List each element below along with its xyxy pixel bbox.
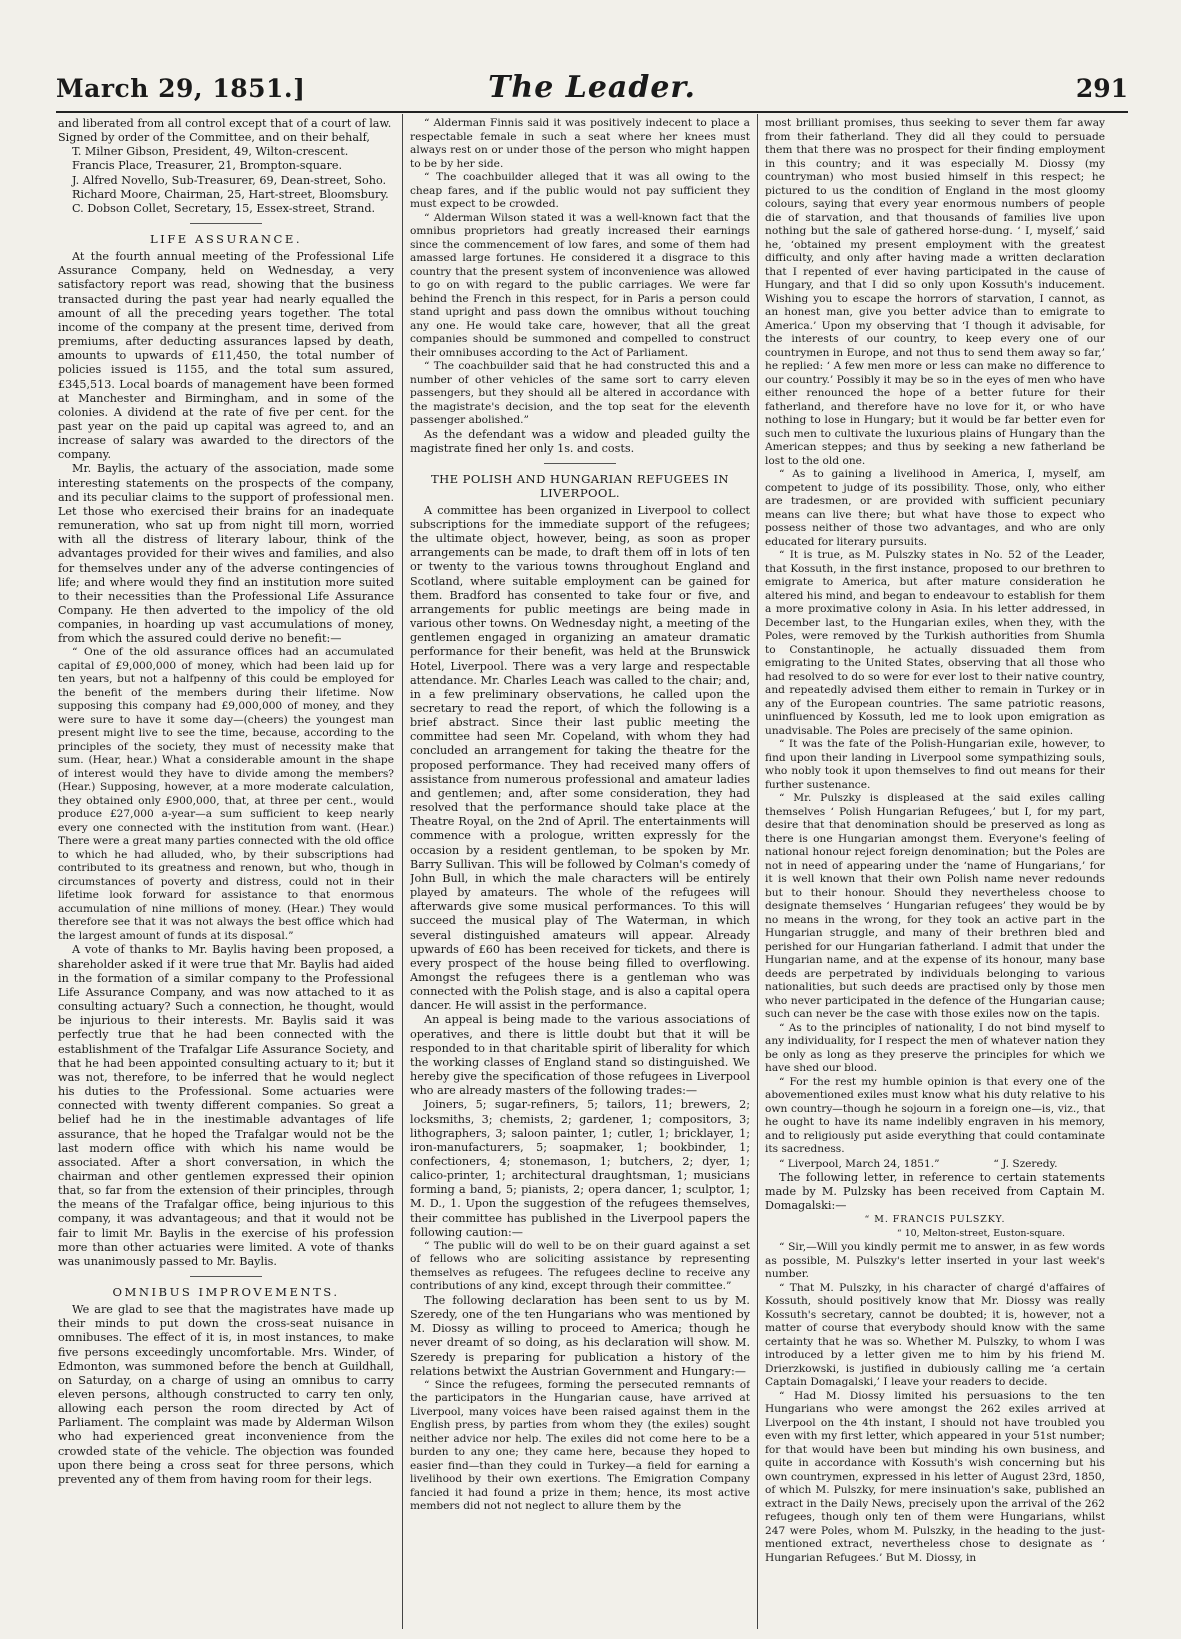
article-headline: OMNIBUS IMPROVEMENTS. (112, 1285, 340, 1300)
masthead (56, 70, 1128, 110)
article-paragraph: “ For the rest my humble opinion is that every one of the abovementioned exiles must know what his duty relative to his own country—though he sojourn in a foreign one—is, viz., that he ought to have its name indelibly engraven in his memory, and to religiously put aside everything that could contaminate its sacredness. (765, 1075, 1105, 1155)
column-1 (58, 117, 394, 1627)
article-paragraph: “ The coachbuilder alleged that it was all owing to the cheap fares, and if the public would not pay sufficient they must expect to be crowded. (410, 171, 750, 210)
article-paragraph: “ The coachbuilder said that he had constructed this and a number of other vehicles of the same sort to carry eleven passengers, but they should all be altered in accordance with the magistrate's decision, and the top seat for the eleventh passenger abolished.” (410, 360, 750, 426)
article-headline: LIFE ASSURANCE. (149, 232, 303, 247)
article-paragraph: most brilliant promises, thus seeking to sever them far away from their fatherland. They did all they could to persuade them that there was no prospect for their finding employment in this country; and it was especially M. Diossy (my countryman) who most busied himself in this respect; he pictured to us the condition of England in the most gloomy colours, saying that every year enormous numbers of people die of starvation, and that thousands of families live upon nothing but the sale of gathered horse-dung. ‘ I, myself,’ said he, ‘obtained my present employment with the greatest difficulty, and only after having made a written declaration that I repented of ever having participated in the cause of Hungary, and that I did so only upon Kossuth's inducement. Wishing you to escape the horrors of starvation, I cannot, as an honest man, give you better advice than to emigrate to America.’ Upon my observing that ‘I though it advisable, for the interests of our country, to keep every one of our countrymen in Europe, and not thus to send them away so far,’ he replied: ‘ A few men more or less can make no difference to our country.’ Possibly it may be so in the eyes of men who have either renounced the hope of a better future for their fatherland, and therefore have no love for it, or who have nothing to lose in Hungary; but it would be far better even for such men to cultivate the luxurious plains of Hungary than the American steppes; and thus by seeking a new fatherland be lost to the old one. (765, 117, 1105, 467)
article-paragraph: “ Mr. Pulszky is displeased at the said exiles calling themselves ‘ Polish Hungarian Refugees,’ but I, for my part, desire that that denomination should be preserved as long as there is one Hungarian amongst them. Everyone's feeling of national honour reject foreign denomination; but the Poles are not in need of appearing under the ‘name of Hungarians,’ for it is well known that their own Polish name never redounds but to their honour. Should they nevertheless choose to designate themselves ‘ Hungarian refugees’ they would be by no means in the wrong, for they took an active part in the Hungarian struggle, and many of their brethren bled and perished for our Hungarian fatherland. I admit that under the Hungarian name, and at the expense of its honour, many base deeds are perpetrated by individuals belonging to various nationalities, but such deeds are practised only by those men who never participated in the defence of the Hungarian cause; such can never be the case with those exiles now on the tapis. (765, 792, 1105, 1020)
article-paragraph: A committee has been organized in Liverpool to collect subscriptions for the immediate support of the refugees; the ultimate object, however, being, as soon as proper arrangements can be made, to draft them off in lots of ten or twenty to the various towns throughout England and Scotland, where suitable employment can be gained for them. Bradford has consented to take four or five, and arrangements for public meetings are being made in various other towns. On Wednesday night, a meeting of the gentlemen engaged in organizing an amateur dramatic performance for their benefit, was held at the Brunswick Hotel, Liverpool. There was a very large and respectable attendance. Mr. Charles Leach was called to the chair; and, in a few preliminary observations, he called upon the secretary to read the report, of which the following is a brief abstract. Since their last public meeting the committee had seen Mr. Copeland, with whom they had concluded an arrangement for taking the theatre for the proposed performance. They had received many offers of assistance from numerous professional and amateur ladies and gentlemen; and, after some consideration, they had resolved that the performance should take place at the Theatre Royal, on the 2nd of April. The entertainments will commence with a prologue, written expressly for the occasion by a resident gentleman, to be spoken by Mr. Barry Sullivan. This will be followed by Colman's comedy of John Bull, in which the male characters will be entirely played by amateurs. The whole of the refugees will afterwards give some musical performances. To this will succeed the musical play of The Waterman, in which several distinguished amateurs will appear. Already upwards of £60 has been received for tickets, and there is every prospect of the house being filled to overflowing. Amongst the refugees there is a gentleman who was connected with the Polish stage, and is also a capital opera dancer. He will assist in the performance. (410, 503, 750, 1013)
article-paragraph: and liberated from all control except that of a court of law. (58, 117, 392, 130)
article-paragraph: “ Had M. Diossy limited his persuasions to the ten Hungarians who were amongst the 262 exiles arrived at Liverpool on the 4th instant, I should not have troubled you even with my first letter, which appeared in your 51st number; for that would have been but minding his own business, and quite in accordance with Kossuth's wish concerning but his own countrymen, expressed in his letter of August 23rd, 1850, of which M. Pulszky, for mere insinuation's sake, published an extract in the Daily News, precisely upon the arrival of the 262 refugees, though only ten of them were Hungarians, whilst 247 were Poles, whom M. Pulszky, in the heading to the just-mentioned extract, nevertheless chose to designate as ‘ Hungarian Refugees.’ But M. Diossy, in (765, 1389, 1105, 1564)
section-divider (190, 223, 262, 224)
article-paragraph: Francis Place, Treasurer, 21, Brompton-square. (72, 159, 343, 173)
article-paragraph: “ Alderman Finnis said it was positively indecent to place a respectable female in such a seat where her knees must always rest on or under those of the person who might happen to be by her side. (410, 117, 750, 170)
article-paragraph: “ Sir,—Will you kindly permit me to answer, in as few words as possible, M. Pulszky's letter inserted in your last week's number. (765, 1241, 1105, 1281)
article-paragraph: An appeal is being made to the various associations of operatives, and there is little doubt but that it will be responded to in that charitable spirit of liberality for which the working classes of England stand so distinguished. We hereby give the specification of those refugees in Liverpool who are already masters of the following trades:— (410, 1013, 750, 1098)
article-paragraph: Joiners, 5; sugar-refiners, 5; tailors, 11; brewers, 2; locksmiths, 3; chemists, 2; gardener, 1; compositors, 3; lithographers, 3; saloon painter, 1; cutler, 1; bricklayer, 1; iron-manufacturers, 5; soapmaker, 1; bookbinder, 1; confectioners, 4; stonemason, 1; butchers, 2; dyer, 1; calico-printer, 1; architectural draughtsman, 1; musicians forming a band, 5; pianists, 2; opera dancer, 1; sculptor, 1; M. D., 1. Upon the suggestion of the refugees themselves, their committee has published in the Liverpool papers the following caution:— (410, 1098, 750, 1239)
column-3 (765, 117, 1105, 1627)
article-paragraph: A vote of thanks to Mr. Baylis having been proposed, a shareholder asked if it were true that Mr. Baylis had aided in the formation of a similar company to the Professional Life Assurance Company, and was now attached to it as consulting actuary? Such a connection, he thought, would be injurious to their interests. Mr. Baylis said it was perfectly true that he had been connected with the establishment of the Trafalgar Life Assurance Society, and that he had been appointed consulting actuary to it; but it was not, therefore, to be inferred that he would neglect his duties to the Professional. Some actuaries were connected with twenty different companies. So great a belief had he in the inestimable advantages of life assurance, that he hoped the Trafalgar would not be the last modern office with which his name would be associated. After a short conversation, in which the chairman and other gentlemen expressed their opinion that, so far from the extension of their principles, through the means of the Trafalgar office, being injurious to this company, it was advantageous; and that it would not be fair to limit Mr. Baylis in the exercise of his profession more than other actuaries were limited. A vote of thanks was unanimously passed to Mr. Baylis. (58, 943, 394, 1268)
article-paragraph: “ As to the principles of nationality, I do not bind myself to any individuality, for I respect the men of whatever nation they be only as long as they preserve the principles for which we have shed our blood. (765, 1021, 1105, 1074)
article-paragraph: T. Milner Gibson, President, 49, Wilton-crescent. (72, 145, 349, 159)
article-paragraph: “ Since the refugees, forming the persecuted remnants of the participators in the Hungarian cause, have arrived at Liverpool, many voices have been raised against them in the English press, by parties from whom they (the exiles) sought neither advice nor help. The exiles did not come here to be a burden to any one; they came here, because they hoped to easier find—than they could in Turkey—a field for earning a livelihood by their own exertions. The Emigration Company fancied it had found a prize in them; hence, its most active members did not not neglect to allure them by the (410, 1378, 750, 1513)
section-divider (190, 1276, 262, 1277)
letter-address: “ 10, Melton-street, Euston-square. (896, 1228, 1065, 1240)
article-paragraph: As the defendant was a widow and pleaded guilty the magistrate fined her only 1s. and costs. (410, 427, 750, 455)
newspaper-title: The Leader. (488, 70, 696, 105)
article-paragraph: We are glad to see that the magistrates have made up their minds to put down the cross-seat nuisance in omnibuses. The effect of it is, in most instances, to make five persons exceedingly uncomfortable. Mrs. Winder, of Edmonton, was summoned before the bench at Guildhall, on Saturday, on a charge of using an omnibus to carry eleven persons, although constructed to carry ten only, allowing each person the room directed by Act of Parliament. The complaint was made by Alderman Wilson who had experienced great inconvenience from the crowded state of the vehicle. The objection was founded upon there being a cross seat for three persons, which prevented any of them from having room for their legs. (58, 1303, 394, 1486)
article-paragraph: C. Dobson Collet, Secretary, 15, Essex-street, Strand. (72, 201, 376, 215)
article-headline: THE POLISH AND HUNGARIAN REFUGEES IN LIVERPOOL. (431, 471, 729, 500)
article-paragraph: “ As to gaining a livelihood in America, I, myself, am competent to judge of its possibility. Those, only, who either are tradesmen, or are provided with sufficient pecuniary means can live there; but what have those to expect who possess neither of those two advantages, and who are only educated for literary pursuits. (765, 468, 1105, 548)
column-divider (757, 114, 758, 1629)
issue-date: March 29, 1851.] (56, 74, 306, 103)
masthead-rule (56, 111, 1128, 113)
column-2 (410, 117, 750, 1627)
page-number: 291 (1075, 74, 1128, 103)
article-paragraph: Signed by order of the Committee, and on their behalf, (58, 131, 370, 145)
section-divider (544, 463, 616, 464)
article-paragraph: “ Alderman Wilson stated it was a well-known fact that the omnibus proprietors had greatly increased their earnings since the commencement of low fares, and some of them had amassed large fortunes. He considered it a disgrace to this country that the present system of inconvenience was allowed to go on with regard to the public carriages. We were far behind the French in this respect, for in Paris a person could stand upright and pass down the omnibus without touching any one. He would take care, however, that all the great companies should be summoned and compelled to construct their omnibuses according to the Act of Parliament. (410, 211, 750, 359)
article-paragraph: J. Alfred Novello, Sub-Treasurer, 69, Dean-street, Soho. (72, 173, 387, 187)
article-paragraph: The following declaration has been sent to us by M. Szeredy, one of the ten Hungarians who was mentioned by M. Diossy as willing to proceed to America; though he never dreamt of so doing, as his declaration will show. M. Szeredy is preparing for publication a history of the relations betwixt the Austrian Government and Hungary:— (410, 1293, 750, 1378)
article-paragraph: Mr. Baylis, the actuary of the association, made some interesting statements on the prospects of the company, and its peculiar claims to the support of professional men. Let those who exercised their brains for an inadequate remuneration, who sat up from night till morn, worried with all the distress of literary labour, think of the advantages provided for their wives and families, and also for themselves under any of the adverse contingencies of life; and where would they find an institution more suited to their necessities than the Professional Life Assurance Company. He then adverted to the impolicy of the old companies, in hoarding up vast accumulations of money, from which the assured could derive no benefit:— (58, 462, 394, 646)
article-paragraph: “ One of the old assurance offices had an accumulated capital of £9,000,000 of money, which had been laid up for ten years, but not a halfpenny of this could be employed for the benefit of the members during their lifetime. Now supposing this company had £9,000,000 of money, and they were sure to have it some day—(cheers) the youngest man present might live to see the time, because, according to the principles of the society, they must of necessity make that sum. (Hear, hear.) What a considerable amount in the shape of interest would they have to divide among the members? (Hear.) Supposing, however, at a more moderate calculation, they obtained only £900,000, that, at three per cent., would produce £27,000 a-year—a sum sufficient to keep nearly every one connected with the institution from want. (Hear.) There were a great many parties connected with the old office to which he had alluded, who, by their subscriptions had contributed to its greatness and renown, but who, though in circumstances of poverty and distress, could not in their lifetime look forward for assistance to that enormous accumulation of nine millions of money. (Hear.) They would therefore see that it was not always the best office which had the largest amount of funds at its disposal.” (58, 646, 394, 942)
article-paragraph: “ It was the fate of the Polish-Hungarian exile, however, to find upon their landing in Liverpool some sympathizing souls, who nobly took it upon themselves to find out means for their further sustenance. (765, 738, 1105, 791)
article-paragraph: The following letter, in reference to certain statements made by M. Pulzsky has been received from Captain M. Domagalski:— (765, 1170, 1105, 1212)
letter-signature: “ Liverpool, March 24, 1851.” “ J. Szeredy. (779, 1157, 1058, 1170)
article-paragraph: “ That M. Pulszky, in his character of chargé d'affaires of Kossuth, should positively know that Mr. Diossy was really Kossuth's secretary, cannot be doubted; it is, however, not a matter of course that everybody should know with the same certainty that he was so. Whether M. Pulszky, to whom I was introduced by a letter given me to him by his friend M. Drierzkowski, is justified in dubiously calling me ‘a certain Captain Domagalski,’ I leave your readers to decide. (765, 1281, 1105, 1389)
column-divider (402, 114, 403, 1629)
letter-addressee: “ M. FRANCIS PULSZKY. (864, 1214, 1006, 1226)
article-paragraph: Richard Moore, Chairman, 25, Hart-street, Bloomsbury. (72, 187, 389, 201)
article-paragraph: At the fourth annual meeting of the Professional Life Assurance Company, held on Wednesday, a very satisfactory report was read, showing that the business transacted during the past year had nearly equalled the amount of all the preceding years together. The total income of the company at the present time, derived from premiums, after deducting assurances lapsed by death, amounts to upwards of £11,450, the total number of policies issued is 1155, and the total sum assured, £345,513. Local boards of management have been formed at Manchester and Birmingham, and in some of the colonies. A dividend at the rate of five per cent. for the past year on the paid up capital was agreed to, and an increase of salary was awarded to the directors of the company. (58, 250, 394, 462)
article-paragraph: “ It is true, as M. Pulszky states in No. 52 of the Leader, that Kossuth, in the first instance, proposed to our brethren to emigrate to America, but after mature consideration he altered his mind, and began to endeavour to establish for them a more proximative colony in Asia. In his letter addressed, in December last, to the Hungarian exiles, when they, with the Poles, were removed by the Turkish authorities from Shumla to Constantinople, he actually dissuaded them from emigrating to the United States, observing that all those who had resolved to do so were for ever lost to their native country, and repeatedly advised them either to remain in Turkey or in any of the European countries. The same patriotic reasons, uninfluenced by Kossuth, led me to look upon emigration as unadvisable. The Poles are precisely of the same opinion. (765, 549, 1105, 737)
article-paragraph: “ The public will do well to be on their guard against a set of fellows who are soliciting assistance by representing themselves as refugees. The refugees decline to receive any contributions of any kind, except through their committee.” (410, 1239, 750, 1293)
